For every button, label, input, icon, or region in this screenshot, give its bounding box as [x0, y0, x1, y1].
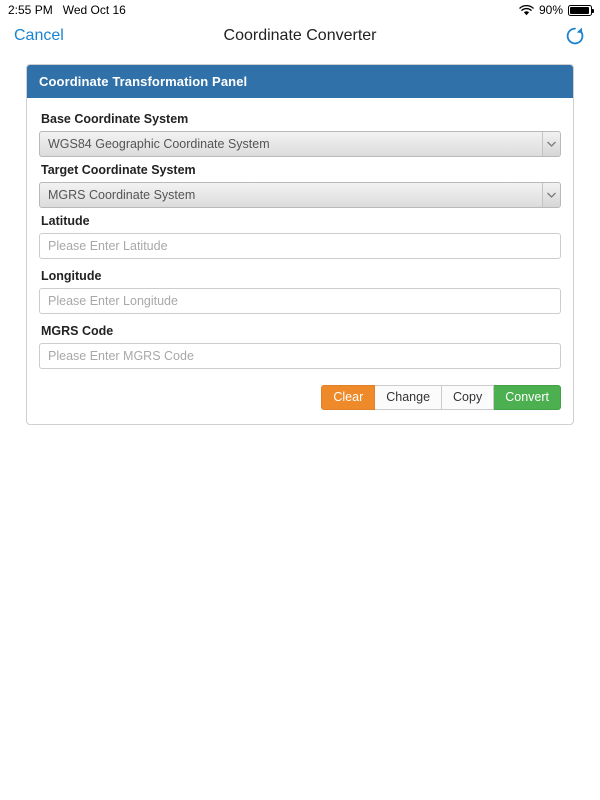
latitude-input[interactable]	[39, 233, 561, 259]
navigation-bar	[0, 20, 600, 52]
coordinate-transformation-panel	[26, 64, 574, 425]
panel-button-row	[39, 385, 561, 410]
latitude-label: Latitude	[41, 214, 90, 228]
change-button[interactable]: Change	[375, 385, 442, 410]
base-coordinate-system-select[interactable]	[39, 131, 561, 157]
panel-body	[27, 98, 573, 424]
mgrs-code-input[interactable]	[39, 343, 561, 369]
convert-button[interactable]: Convert	[494, 385, 561, 410]
longitude-label: Longitude	[41, 269, 102, 283]
wifi-icon	[519, 5, 534, 16]
target-coordinate-system-field[interactable]	[39, 182, 561, 208]
target-coordinate-system-label: Target Coordinate System	[41, 163, 196, 177]
mgrs-code-label: MGRS Code	[41, 324, 114, 338]
copy-button[interactable]: Copy	[442, 385, 494, 410]
panel-header: Coordinate Transformation Panel	[27, 65, 573, 98]
target-coordinate-system-select[interactable]	[39, 182, 561, 208]
cancel-button[interactable]: Cancel	[14, 27, 64, 44]
status-date: Wed Oct 16	[62, 3, 126, 17]
status-time: 2:55 PM	[8, 3, 53, 17]
base-coordinate-system-label: Base Coordinate System	[41, 112, 189, 126]
status-bar	[0, 0, 600, 20]
refresh-icon[interactable]	[564, 25, 586, 47]
clear-button[interactable]: Clear	[321, 385, 375, 410]
status-bar-right	[519, 3, 592, 17]
base-coordinate-system-field[interactable]	[39, 131, 561, 157]
battery-icon	[568, 5, 592, 16]
status-bar-left	[8, 3, 126, 17]
longitude-input[interactable]	[39, 288, 561, 314]
battery-percent: 90%	[538, 3, 563, 17]
page-title: Coordinate Converter	[223, 27, 377, 44]
